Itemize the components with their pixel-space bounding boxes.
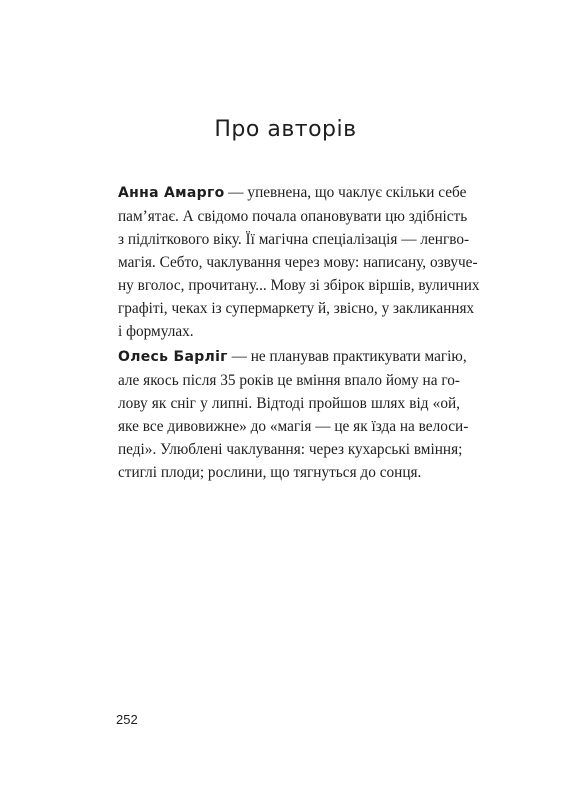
bio-line: з підліткового віку. Її магічна спеціалізація — ленгво- — [118, 231, 470, 248]
bio-line: стиглі плоди; рослини, що тягнуться до сонця. — [118, 464, 422, 481]
author-bio-barlig — [118, 345, 469, 484]
author-name: Олесь Барліг — [118, 349, 228, 365]
bio-line: лову як сніг у липні. Відтоді пройшов шлях від «ой, — [118, 395, 460, 412]
bio-line: графіті, чеках із супермаркету й, звісно, у закликаннях — [118, 300, 475, 317]
bio-line: магія. Себто, чаклування через мову: написану, озвуче- — [118, 254, 478, 271]
bio-line: і формулах. — [118, 323, 194, 340]
bio-line: Анна Амарго — упевнена, що чаклує скільки себе — [118, 184, 467, 201]
bio-line: ну вголос, прочитану... Мову зі збірок віршів, вуличних — [118, 277, 480, 294]
bio-line: Олесь Барліг — не планував практикувати магію, — [118, 348, 467, 365]
bio-line: яке все дивовижне» до «магія — це як їзда на велоси- — [118, 418, 469, 435]
author-name: Анна Амарго — [118, 185, 225, 201]
bio-line: пам’ятає. А свідомо почала опановувати цю здібність — [118, 208, 468, 225]
bio-line: педі». Улюблені чаклування: через кухарські вміння; — [118, 441, 463, 458]
section-title: Про авторів — [214, 117, 357, 142]
page-number: 252 — [116, 712, 138, 727]
bio-line: але якось після 35 років це вміння впало йому на го- — [118, 372, 460, 389]
author-bio-amargo — [118, 181, 480, 343]
